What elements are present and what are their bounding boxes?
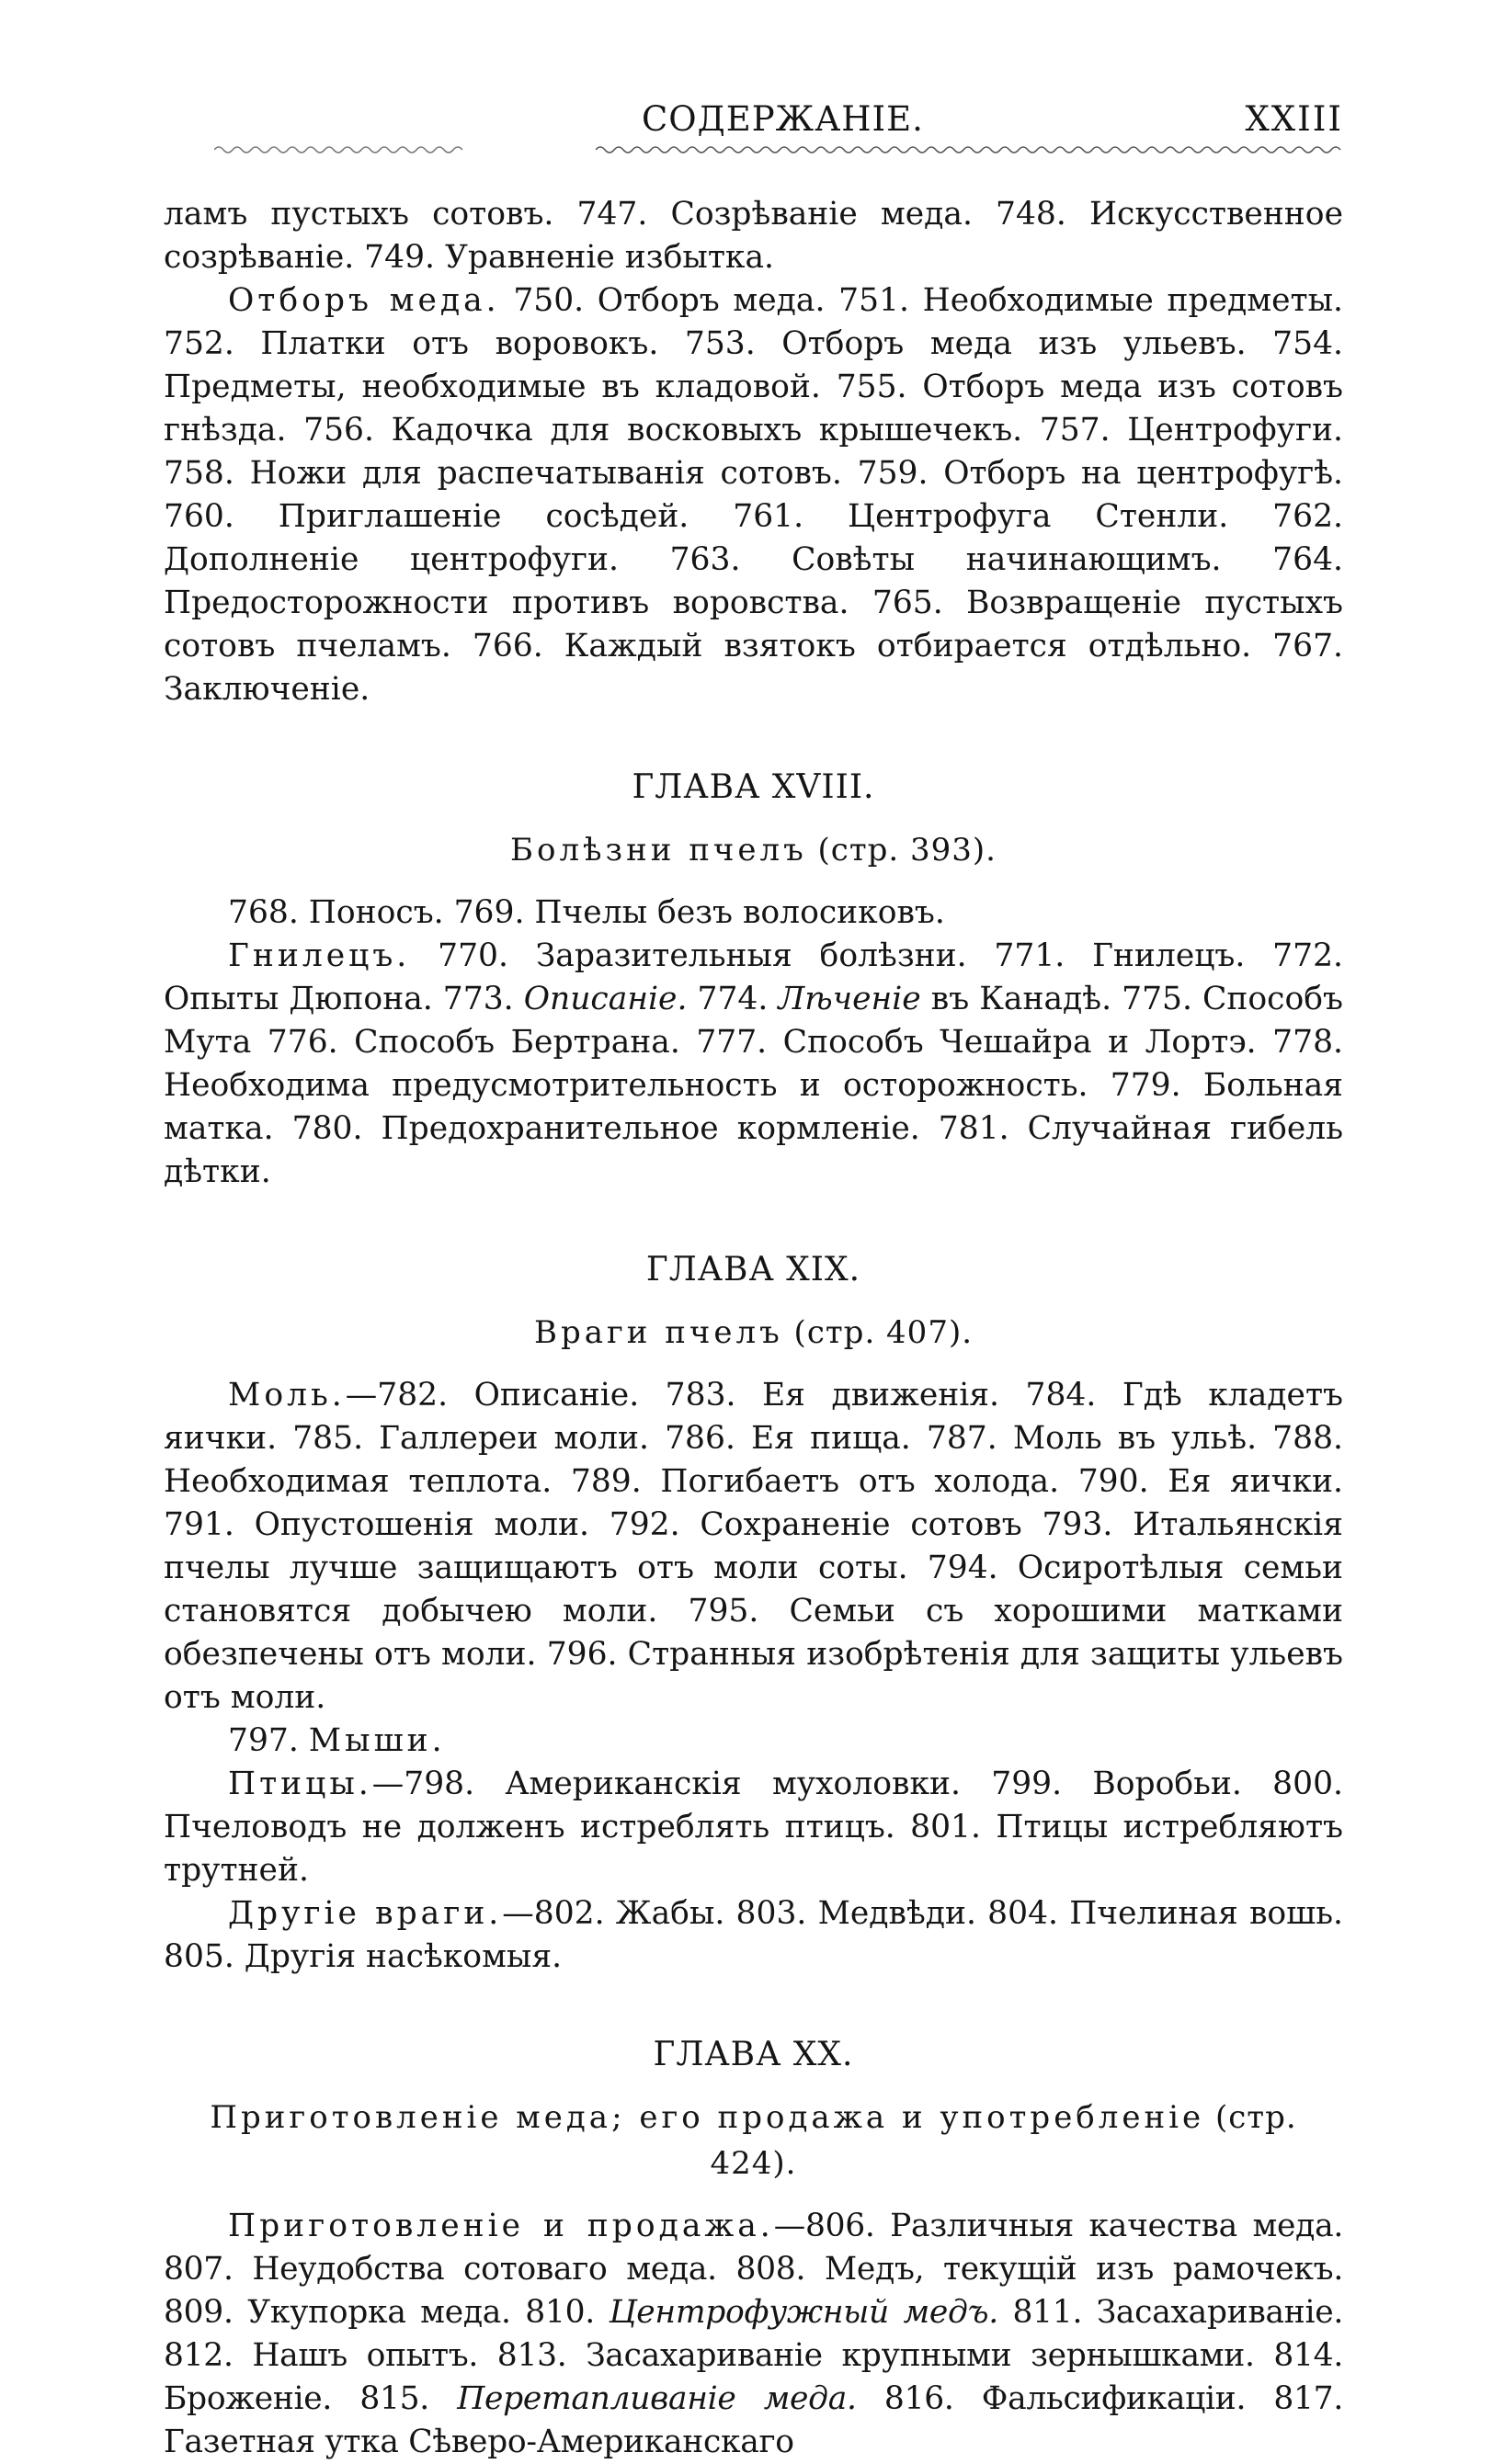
subtitle-pages: (стр. 407). (782, 1314, 974, 1351)
paragraph-honey-harvest (164, 279, 1343, 711)
paragraph-text: 816. Фальсификаціи. 817. Газетная утка Сѣверо-Американскаго (164, 2380, 1343, 2460)
chapter-subtitle-19 (164, 1310, 1343, 1356)
subtitle-pages: (стр. 424). (710, 2099, 1297, 2182)
paragraph-moth (164, 1374, 1343, 1720)
subtitle-lead: Болѣзни пчелъ (509, 832, 807, 869)
paragraph-text: въ Канадѣ. 775. Способъ Мута 776. Способъ Бертрана. 777. Способъ Чешайра и Лортэ. 778. Необходима предусмотрительность и осторожность. 779. Больная матка. 780. Предохранительное кормленіе. 781. Случайная гибель дѣтки. (164, 981, 1343, 1190)
paragraph-continuation: ламъ пустыхъ сотовъ. 747. Созрѣваніе меда. 748. Искусственное созрѣваніе. 749. Уравненіе избытка. (164, 196, 1343, 276)
chapter-heading-20: ГЛАВА XX. (653, 2036, 854, 2073)
section-lead: Птицы. (228, 1766, 372, 1802)
chapter-subtitle-18 (164, 827, 1343, 873)
subtitle-lead: Враги пчелъ (533, 1314, 783, 1351)
chapter-heading-18: ГЛАВА XVIII. (632, 768, 875, 806)
header-title: СОДЕРЖАНІЕ. (642, 99, 924, 139)
paragraph-text: —782. Описаніе. 783. Ея движенія. 784. Гдѣ кладетъ яички. 785. Галлереи моли. 786. Ея пища. 787. Моль въ ульѣ. 788. Необходимая теплота. 789. Погибаетъ отъ холода. 790. Ея яички. 791. Опустошенія моли. 792. Сохраненіе сотовъ 793. Итальянскія пчелы лучше защищаютъ отъ моли соты. 794. Осиротѣлыя семьи становятся добычею моли. 795. Семьи съ хорошими матками обезпечены отъ моли. 796. Странныя изобрѣтенія для защиты ульевъ отъ моли. (164, 1377, 1343, 1716)
paragraph-foulbrood (164, 935, 1343, 1194)
italic-term: Описаніе. (523, 981, 688, 1017)
italic-term: Лѣченіе (778, 981, 921, 1017)
section-lead: Гнилецъ. (228, 937, 411, 974)
italic-term: Перетапливаніе меда. (457, 2380, 857, 2417)
section-lead: Приготовленіе и продажа. (228, 2208, 774, 2244)
header-ornament-left (214, 144, 462, 155)
paragraph-text: 774. (687, 981, 779, 1017)
paragraph-diarrhea: 768. Поносъ. 769. Пчелы безъ волосиковъ. (228, 894, 945, 931)
paragraph-text: 750. Отборъ меда. 751. Необходимые предметы. 752. Платки отъ воровокъ. 753. Отборъ меда изъ ульевъ. 754. Предметы, необходимые въ кладовой. 755. Отборъ меда изъ сотовъ гнѣзда. 756. Кадочка для восковыхъ крышечекъ. 757. Центрофуги. 758. Ножи для распечатыванія сотовъ. 759. Отборъ на центрофугѣ. 760. Приглашеніе сосѣдей. 761. Центрофуга Стенли. 762. Дополненіе центрофуги. 763. Совѣты начинающимъ. 764. Предосторожности противъ воровства. 765. Возвращеніе пустыхъ сотовъ пчеламъ. 766. Каждый взятокъ отбирается отдѣльно. 767. Заключеніе. (164, 282, 1343, 708)
section-lead: Другіе враги. (228, 1895, 503, 1932)
paragraph-birds (164, 1763, 1343, 1892)
header-ornament-right (596, 144, 1343, 155)
running-header (164, 94, 1343, 149)
subtitle-lead: Приготовленіе меда; его продажа и употребленіе (210, 2099, 1205, 2136)
paragraph-mice (164, 1720, 1343, 1763)
paragraph-text: 811. Засахариваніе. 812. Нашъ опытъ. 813. Засахариваніе крупными зернышками. 814. Броженіе. 815. (164, 2294, 1343, 2417)
paragraph-text: —802. Жабы. 803. Медвѣди. 804. Пчелиная вошь. 805. Другія насѣкомыя. (164, 1895, 1343, 1975)
section-lead: Отборъ меда. (228, 282, 500, 319)
italic-term: Центрофужный медъ. (609, 2294, 998, 2331)
subtitle-pages: (стр. 393). (806, 832, 997, 869)
section-lead: Моль. (228, 1377, 346, 1414)
paragraph-text: —798. Американскія мухоловки. 799. Воробьи. 800. Пчеловодъ не долженъ истреблять птицъ. 801. Птицы истребляютъ трутней. (164, 1766, 1343, 1889)
paragraph-preparation (164, 2205, 1343, 2464)
page-number: XXIII (1245, 99, 1343, 139)
paragraph-other-enemies (164, 1892, 1343, 1979)
section-lead: Мыши. (308, 1722, 446, 1759)
chapter-heading-19: ГЛАВА XIX. (645, 1251, 861, 1289)
chapter-subtitle-20 (164, 2095, 1343, 2186)
page-body (164, 193, 1343, 2464)
paragraph-text: 770. Заразительныя болѣзни. 771. Гнилецъ. 772. Опыты Дюпона. 773. (164, 937, 1343, 1017)
paragraph-text: —806. Различныя качества меда. 807. Неудобства сотоваго меда. 808. Медъ, текущій изъ рамочекъ. 809. Укупорка меда. 810. (164, 2208, 1343, 2331)
paragraph-text: 797. (228, 1722, 309, 1759)
